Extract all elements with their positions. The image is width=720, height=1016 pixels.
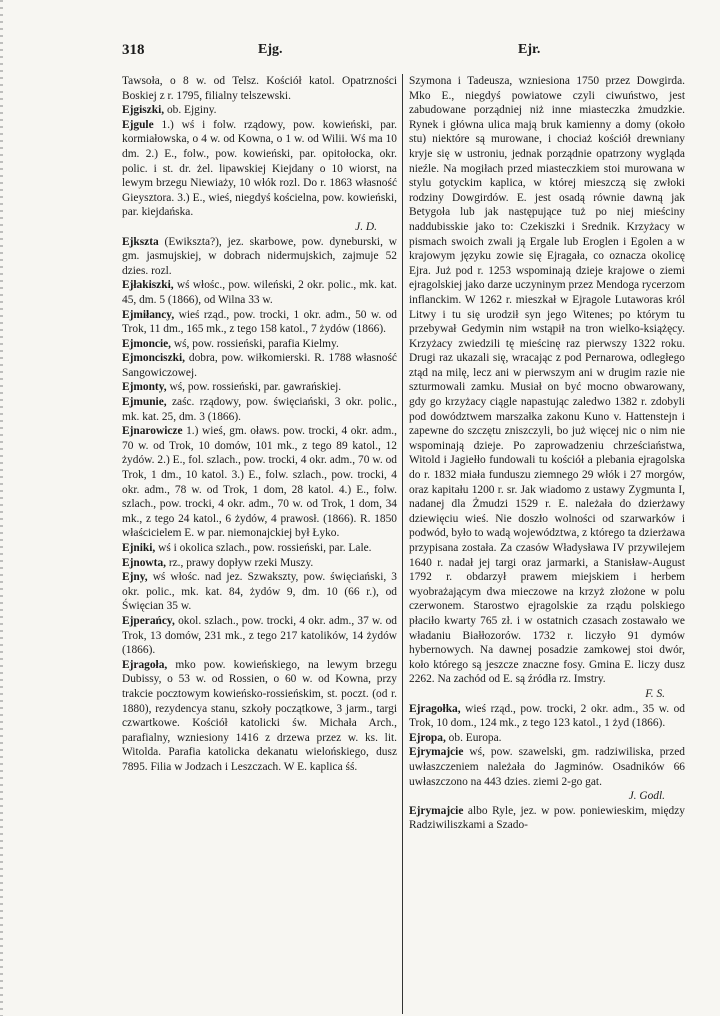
author-signature: J. Godl. [628,790,665,803]
dictionary-entry [122,308,397,337]
page-header [122,42,686,64]
entry-headword: Ejłakiszki, [122,279,174,292]
entry-headword: Ejragoła, [122,658,168,671]
author-signature: J. D. [355,220,377,233]
entry-text: 1.) wś i folw. rządowy, pow. kowieński, par. kormiałowska, o 4 w. od Kowna, o 1 w. od Wilii. Wś ma 10 dm. 2.) E., folw., pow. kowieński, par. opitołocka, okr. polic. i st. dr. żel. lipawskiej Kiejdany o 10 wiorst, na lewym brzegu Niewiaży, 10 włók rozl. Do r. 1863 własność Gieysztora. 3.) E., wieś, niegdyś kościelna, pow. kowieński, par. kiejdańska. [122,118,397,219]
dictionary-entry [122,351,397,380]
entry-text: wś, pow. szawelski, gm. radziwiliska, przed uwłaszczeniem należała do Jagminów. Osadników 66 uwłaszczono na 443 dzies. ziemi 2-go gat. [409,746,685,788]
entry-text: (Ewikszta?), jez. skarbowe, pow. dyneburski, w gm. jasmujskiej, w dobrach nidermujskich, zajmuje 52 dzies. rozl. [122,235,397,277]
dictionary-entry [409,804,685,833]
dictionary-entry [122,278,397,307]
entry-text: Szymona i Tadeusza, wzniesiona 1750 przez Dowgirda. Mko E., niegdyś powiatowe czyli ciwuństwo, jest zabudowane porządniej niż inne miasteczka żmudzkie. Rynek i główna ulica mają bruk kamienny a domy (około stu) niektóre są murowane, i chociaż kościół drewniany kryje się w ustroniu, jednak porządnie opatrzony wygląda nieźle. Na mogiłach przed miasteczkiem stoi murowana w stylu gotyckim kaplica, w której mieszczą się zwłoki rodziny Dowgirdów. E. jest osadą równie dawną jak Betygoła lub jak następujące tuż po niej mieściny naddubisskie jako to: Czekiszki i Srednik. Krzyżacy w pismach swoich zwali ją Ergale lub Eroglen i Egolen a w krajowym języku zowie się Ejragała, co oznacza okolicę Ejra. Już pod r. 1253 wspominają dzieje krajowe o ziemi ejragolskiej jako darze uczyninym przez Mendoga rycerzom inflanckim. W 1262 r. mieszkał w Ejragole Lutaworas król Litwy i tu się urodził syn jego Witenes; po którym tu przebywał Gedymin nim wstąpił na tron wielko-książęcy. Krzyżacy zwiedzili tę mieścinę raz pierwszy 1322 roku. Drugi raz ukazali się, wracając z pod Pernarowa, odległego ztąd na milę, lecz ani w pierwszym ani w drugim razie nie szturmowali zamku. Musiał on być mocno obwarowany, gdy go krzyżacy ciągle napastując zaledwo 1382 r. zdobyli pod dowództwem marszałka zakonu Kuno v. Hattenstejn i zapewne do szczętu zniszczyli, bo już więcej nic o nim nie wspominają dzieje. Po zaprowadzeniu chrześciaństwa, Witold i Jagiełło fundowali tu kościół a plebania ejragolska do r. 1832 miała funduszu ziemnego 29 włók i 27 morgów, oraz kapitału 1200 r. sr. Jak wiadomo z ustawy Zygmunta I, nadanej dla Żmudzi 1529 r. E. należała do dzierżawy dziewięciu wieś. Nie doszło wolności od szarwarków i podwód, było to wadą województwa, z którego ta dzierżawa przypisana została. Za czasów Władysława IV przywilejem 1640 r. nadał jej targi oraz jarmarki, a Stanisław-August 1792 r. obdarzył prawem miejskiem i herbem wyobrażającym dwa mieczowe na krzyż złożone w polu czerwonem. Starostwo ejragolskie za rządu polskiego płaciło kwarty 765 zł. i w ostatnich czasach zostawało we władaniu Białłozorów. 1732 r. liczyło 91 dymów hybernowych. Na dawnej posadzie zamkowej stoi dwór, koło którego są jeszcze znaczne fosy. Gmina E. liczy dusz 2262. Na zachód od E. są źródła rz. Imstry. [409,75,685,686]
entry-headword: Ejnowta, [122,556,166,569]
entry-text: wś, pow. rossieński, parafia Kielmy. [171,337,339,350]
dictionary-entry [409,731,685,746]
dictionary-entry [409,745,685,803]
dictionary-entry [122,395,397,424]
entry-headword: Ejgule [122,118,154,131]
dictionary-entry [122,570,397,614]
entry-headword: Ejrymajcie [409,804,464,817]
column-divider [402,74,403,1014]
dictionary-entry [122,103,397,118]
entry-headword: Ejmunie, [122,396,167,409]
dictionary-entry [122,74,397,103]
dictionary-entry [122,614,397,658]
dictionary-entry [122,380,397,395]
entry-headword: Ejniki, [122,542,156,554]
dictionary-entry [122,235,397,279]
dictionary-entry [122,556,397,571]
dictionary-entry [122,337,397,352]
page-number: 318 [122,42,145,58]
entry-headword: Ejrymajcie [409,746,464,759]
entry-headword: Ejmoncie, [122,337,172,350]
entry-headword: Ejropa, [409,731,446,744]
entry-headword: Ejmiłancy, [122,308,175,321]
entry-text: wś i okolica szlach., pow. rossieński, par. Lale. [155,542,372,554]
entry-text: dobra, pow. wiłkomierski. R. 1788 własność Sangowiczowej. [122,352,397,379]
entry-headword: Ejny, [122,571,148,584]
entry-text: okol. szlach., pow. trocki, 4 okr. adm., 37 w. od Trok, 13 domów, 231 mk., z tego 217 katolików, 14 żydów (1866). [122,614,397,657]
scan-edge-artifact [0,0,3,1016]
entry-text: ob. Ejginy. [164,104,217,117]
entry-headword: Ejperańcy, [122,614,175,627]
entry-headword: Ejmonciszki, [122,352,185,365]
dictionary-entry [122,424,397,541]
entry-headword: Ejmonty, [122,381,167,394]
entry-headword: Ejragołka, [409,702,461,715]
entry-text: zaśc. rządowy, pow. święciański, 3 okr. polic., mk. kat. 25, dm. 3 (1866). [122,396,397,423]
entry-text: wś, pow. rossieński, par. gawrańskiej. [166,381,342,394]
entry-text: wś włośc. nad jez. Szwakszty, pow. święciański, 3 okr. polic., mk. kat. 84, żydów 9, dm. 10 (66 r.), od Święcian 35 w. [122,571,397,613]
entry-text: albo Ryle, jez. w pow. poniewieskim, między Radziwiliszkami a Szado- [409,804,685,832]
author-signature: F. S. [645,687,665,700]
entry-text: 1.) wieś, gm. oławs. pow. trocki, 4 okr. adm., 70 w. od Trok, 10 domów, 101 mk., z tego 89 katol., 12 żydów. 2.) E., fol. szlach., pow. trocki, 4 okr. adm., 70 w. od Trok, 1 dm., 10 katol. 3.) E., folw. szlach., pow. trocki, 4 okr. adm., 78 w. od Trok, 1 dom, 28 katol. 4.) E., folw. szlach., pow. trocki, 4 okr. adm., 70 w. od Trok, 1 dom, 34 mk., z tego 24 katol., 6 żydów, 4 prawosł. (1866). R. 1850 właścicielem E. w par. niemonajckiej był Łyko. [122,425,397,540]
dictionary-entry [409,702,685,731]
entry-text: wś włośc., pow. wileński, 2 okr. polic., mk. kat. 45, dm. 5 (1866), od Wilna 33 w. [122,279,397,306]
dictionary-entry [122,118,397,235]
entry-text: wieś rząd., pow. trocki, 1 okr. adm., 50 w. od Trok, 11 dm., 165 mk., z tego 158 katol., 7 żydów (1866). [122,308,397,336]
left-column [122,74,397,775]
entry-headword: Ejgiszki, [122,104,165,117]
entry-text: mko pow. kowieńskiego, na lewym brzegu Dubissy, o 53 w. od Rossien, o 60 w. od Kowna, przy trakcie pocztowym kowieńsko-rossieńskim, st. poczt. (od r. 1880), rezydencya stanu, szkoły początkowe, 3 jarm., targi czwartkowe. Kościół katolicki św. Michała Arch., parafialny, wzniesiony 1416 z drzewa przez w. ks. lit. Witolda. Parafia katolicka dekanatu wielońskiego, dusz 7895. Filia w Jodzach i Leszczach. W E. kaplica śś. [122,658,397,773]
entry-text: wieś rząd., pow. trocki, 2 okr. adm., 35 w. od Trok, 10 dom., 124 mk., z tego 123 katol., 1 żyd (1866). [409,702,685,730]
right-column [409,74,685,833]
dictionary-entry [122,658,397,775]
entry-headword: Ejkszta [122,235,159,248]
entry-text: Tawsoła, o 8 w. od Telsz. Kościół katol. Opatrzności Boskiej z r. 1795, filialny telszewski. [122,75,397,102]
dictionary-entry [409,74,685,702]
running-head-right: Ejr. [518,42,541,57]
dictionary-entry [122,541,397,556]
entry-headword: Ejnarowicze [122,425,183,438]
entry-text: ob. Europa. [445,731,502,744]
running-head-left: Ejg. [258,42,283,57]
entry-text: rz., prawy dopływ rzeki Muszy. [165,556,314,569]
